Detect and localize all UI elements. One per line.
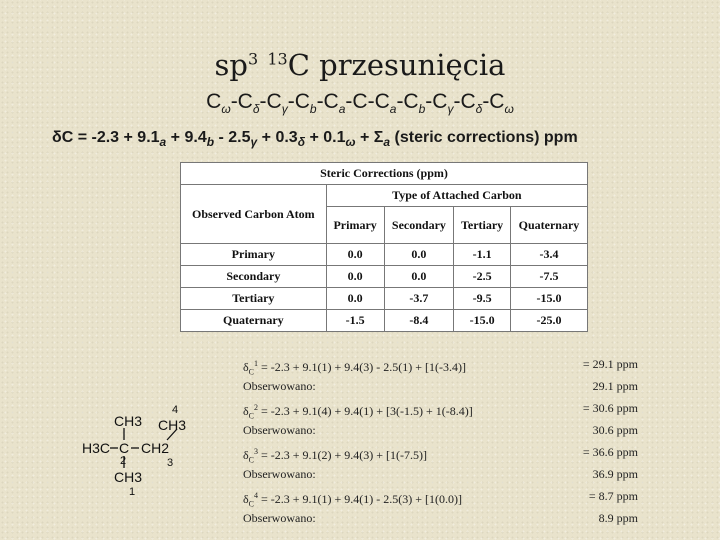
column-header: Tertiary [454,207,511,244]
table-cell: -15.0 [454,310,511,332]
formula-term: + 0.3 [257,129,298,146]
observed-value: 29.1 ppm [592,379,638,393]
slide-title [0,48,720,82]
calculated-value: = 8.7 ppm [588,489,638,503]
table-cell: 0.0 [384,244,454,266]
steric-corrections-table [180,162,588,332]
table-cell: 0.0 [384,266,454,288]
formula-term: + 0.1 [305,129,346,146]
formula-term: - 2.5 [214,129,251,146]
molecule-structure [80,400,210,510]
table-cell: -7.5 [510,266,587,288]
carbon-number-3: 3 [167,457,174,469]
table-cell: -15.0 [510,288,587,310]
table-title: Steric Corrections (ppm) [181,163,588,185]
delta-subscript: C [248,367,254,377]
chain-atom: C [206,90,222,113]
delta-symbol: δ [243,448,249,462]
observed-label: Obserwowano: [243,423,316,437]
chain-atom: -C [482,90,505,113]
expression-text: = -2.3 + 9.1(4) + 9.4(1) + [3(-1.5) + 1(-8.4)] [258,404,473,418]
calculation-line [243,355,638,377]
chain-atom: -C [287,90,310,113]
table-cell: -1.1 [454,244,511,266]
structure-drawing [80,400,210,510]
table-cell: -9.5 [454,288,511,310]
chain-atom-subscript: ω [221,102,231,117]
title-sup-1: 3 [247,49,259,69]
chain-atom: -C [425,90,448,113]
calculation-line [243,443,638,465]
observed-label: Obserwowano: [243,511,316,525]
delta-symbol: δ [243,492,249,506]
group-header: Type of Attached Carbon [326,185,587,207]
table-row [181,310,588,332]
chain-atom-subscript: δ [475,102,483,117]
expression-text: = -2.3 + 9.1(1) + 9.4(1) - 2.5(3) + [1(0.0)] [258,492,463,506]
carbon-number-2: 2 [120,455,127,467]
chain-atom: -C [230,90,253,113]
title-sup-2: 13 [267,49,288,69]
delta-subscript: C [248,455,254,465]
row-label: Primary [181,244,327,266]
formula-subscript: δ [297,135,306,150]
row-header: Observed Carbon Atom [181,185,327,244]
delta-symbol: δ [243,404,249,418]
observed-line [243,465,638,487]
chain-atom: -C-C [345,90,390,113]
row-label: Tertiary [181,288,327,310]
column-header: Primary [326,207,384,244]
expression-text: = -2.3 + 9.1(1) + 9.4(3) - 2.5(1) + [1(-3.4)] [258,360,467,374]
delta-symbol: δ [243,360,249,374]
ch2-label: CH2 [141,440,170,456]
formula-subscript: a [159,135,167,150]
observed-value: 36.9 ppm [592,467,638,481]
ch3-bottom-label: CH3 [114,469,143,485]
chain-atom-subscript: b [309,102,317,117]
observed-label: Obserwowano: [243,467,316,481]
observed-line [243,377,638,399]
observed-value: 30.6 ppm [592,423,638,437]
carbon-index: 1 [254,359,258,368]
chain-atom-subscript: a [389,102,397,117]
title-main: C przesunięcia [287,48,506,82]
carbon-number-1: 1 [129,486,136,498]
table-cell: -1.5 [326,310,384,332]
carbon-index: 3 [254,447,258,456]
chain-atom: -C [453,90,476,113]
table-cell: -8.4 [384,310,454,332]
formula-subscript: a [383,135,391,150]
formula-term: δC = -2.3 + 9.1 [52,129,160,146]
calculated-value: = 29.1 ppm [582,357,638,371]
calculated-value: = 36.6 ppm [582,445,638,459]
calculation-line [243,487,638,509]
shift-formula [52,129,692,149]
chain-atom-subscript: b [418,102,426,117]
delta-subscript: C [248,499,254,509]
table-cell: -3.7 [384,288,454,310]
chain-atom-subscript: a [338,102,346,117]
observed-line [243,421,638,443]
calculation-line [243,399,638,421]
observed-label: Obserwowano: [243,379,316,393]
chain-atom-subscript: δ [252,102,260,117]
calculated-value: = 30.6 ppm [582,401,638,415]
formula-subscript: γ [250,135,258,150]
column-header: Quaternary [510,207,587,244]
table-cell: -25.0 [510,310,587,332]
ch3-right-label: CH3 [158,417,187,433]
chain-atom-subscript: γ [281,102,288,117]
row-label: Secondary [181,266,327,288]
table-cell: 0.0 [326,244,384,266]
formula-term: + Σ [355,129,384,146]
h3c-left-label: H3C [82,440,111,456]
row-label: Quaternary [181,310,327,332]
chain-atom: -C [259,90,282,113]
table-row [181,244,588,266]
table-row [181,266,588,288]
formula-subscript: b [206,135,215,150]
expression-text: = -2.3 + 9.1(2) + 9.4(3) + [1(-7.5)] [258,448,428,462]
formula-term: (steric corrections) ppm [390,129,578,146]
ch3-top-label: CH3 [114,413,143,429]
delta-subscript: C [248,411,254,421]
carbon-chain-label [0,90,720,116]
column-header: Secondary [384,207,454,244]
center-carbon-label: C [119,440,130,456]
observed-value: 8.9 ppm [598,511,638,525]
title-prefix: sp [214,48,248,82]
formula-subscript: ω [345,135,356,150]
shift-calculations [243,355,638,531]
table-cell: 0.0 [326,288,384,310]
carbon-index: 2 [254,403,258,412]
formula-term: + 9.4 [166,129,207,146]
table-cell: -2.5 [454,266,511,288]
chain-atom: -C [316,90,339,113]
table-cell: 0.0 [326,266,384,288]
chain-atom: -C [396,90,419,113]
table-cell: -3.4 [510,244,587,266]
chain-atom-subscript: ω [504,102,514,117]
table-row [181,288,588,310]
observed-line [243,509,638,531]
carbon-number-4: 4 [172,404,179,416]
carbon-index: 4 [254,491,258,500]
chain-atom-subscript: γ [447,102,454,117]
